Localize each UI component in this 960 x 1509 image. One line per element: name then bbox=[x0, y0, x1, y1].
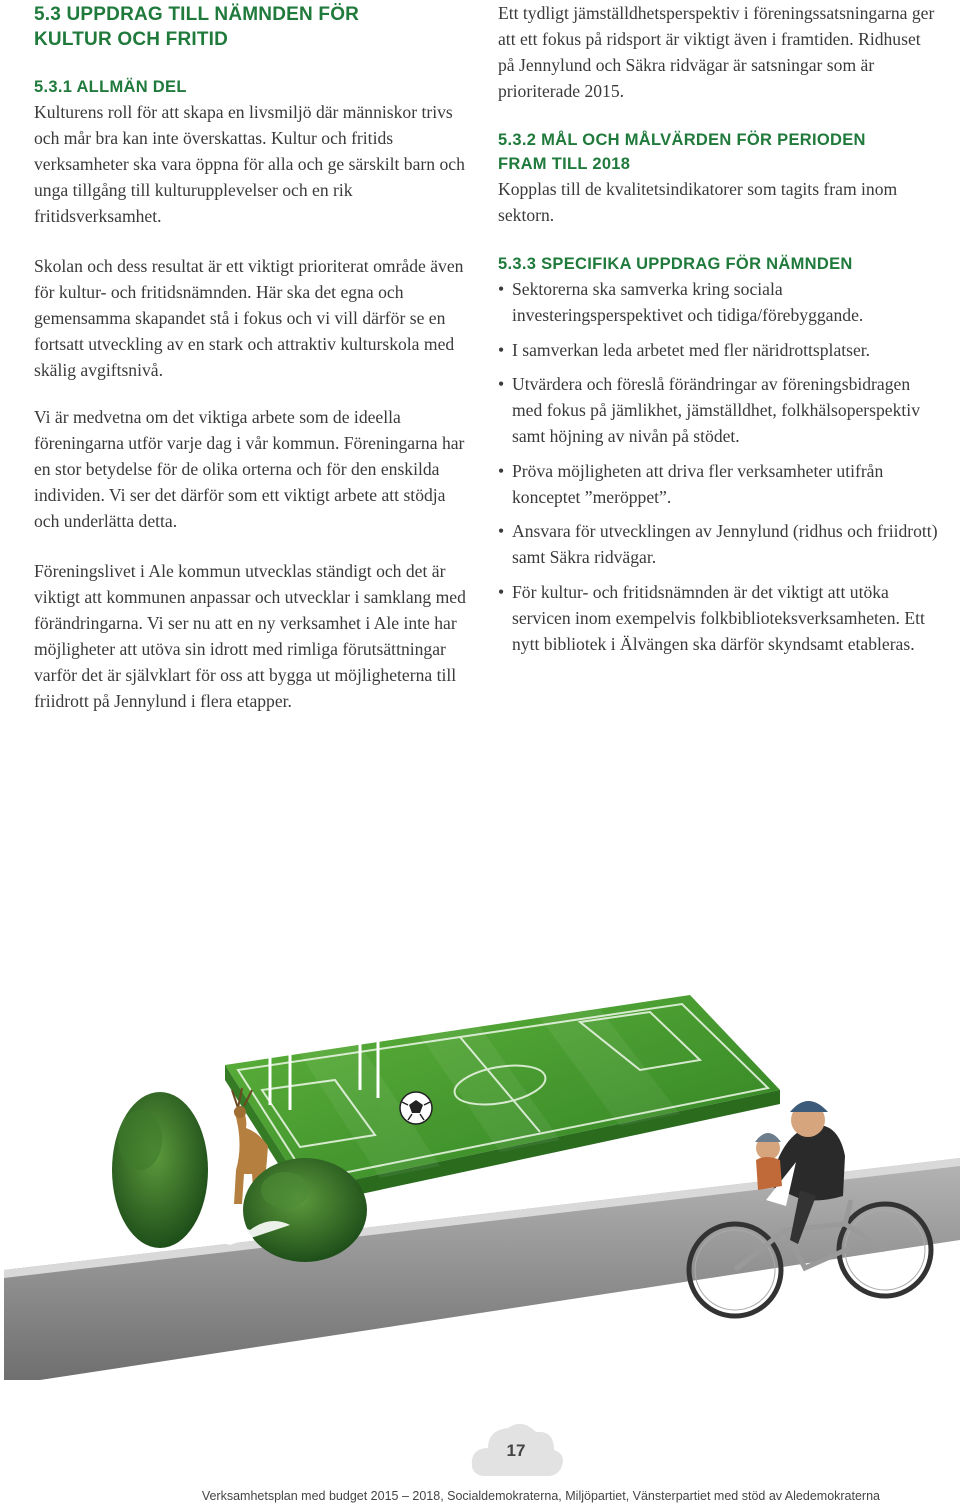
list-item-text: I samverkan leda arbetet med fler näridrottsplatser. bbox=[512, 339, 871, 360]
bullet-icon: • bbox=[498, 521, 505, 542]
paragraph-equality: Ett tydligt jämställdhetsperspektiv i föreningssatsningarna ger att ett fokus på ridsport är viktigt även i framtiden. Ridhuset på Jennylund och Säkra ridvägar är satsningar som är prioriterade 2015. bbox=[498, 3, 935, 101]
bush-right-icon bbox=[243, 1158, 367, 1262]
list-item bbox=[498, 276, 938, 328]
subsection-heading-allman-del: 5.3.1 ALLMÄN DEL bbox=[34, 78, 187, 96]
list-item-text: Sektorerna ska samverka kring sociala investeringsperspektivet och tidiga/förebyggande. bbox=[512, 279, 864, 325]
list-item-text: Ansvara för utvecklingen av Jennylund (ridhus och friidrott) samt Säkra ridvägar. bbox=[512, 521, 938, 568]
bullet-icon: • bbox=[498, 374, 505, 395]
list-item bbox=[498, 337, 938, 363]
task-list bbox=[498, 276, 938, 657]
list-item bbox=[498, 579, 938, 657]
list-item bbox=[498, 458, 938, 510]
paragraph-association-life: Föreningslivet i Ale kommun utvecklas ständigt och det är viktigt att kommunen anpassar och utvecklar i samklang med förändringarna. Vi ser nu att en ny verksamhet i Ale inte har möjligheter att utöva sin idrott med rimliga förutsättningar varför det är självklart för oss att bygga ut möjligheterna till friidrott på Jennylund i flera etapper. bbox=[34, 561, 466, 711]
goal-right-icon bbox=[630, 950, 714, 1000]
bush-left-icon bbox=[112, 1092, 208, 1248]
paragraph-associations: Vi är medvetna om det viktiga arbete som de ideella föreningarna utför varje dag i vår kommun. Föreningarna har en stor betydelse för de olika orterna och för den enskilda individen. Vi ser det därför som ett viktigt arbete att stödja och underlätta detta. bbox=[34, 407, 465, 531]
list-item bbox=[498, 371, 938, 449]
list-item-text: Utvärdera och föreslå förändringar av föreningsbidragen med fokus på jämlikhet, jämställdhet, folkhälsoperspektiv samt höjning av nivån på stödet. bbox=[512, 374, 920, 447]
bullet-icon: • bbox=[498, 339, 505, 360]
page-number: 17 bbox=[506, 1441, 526, 1460]
paragraph-culture-role: Kulturens roll för att skapa en livsmiljö där människor trivs och mår bra kan inte överskattas. Kultur och fritids verksamheter ska vara öppna för alla och ge särskilt barn och unga tillgång till kulturupplevelser och en rik fritidsverksamhet. bbox=[34, 102, 465, 226]
list-item-text: För kultur- och fritidsnämnden är det viktigt att utöka servicen inom exempelvis folkbiblioteksverksamheten. Ett nytt bibliotek i Älvängen ska därför skyndsamt etableras. bbox=[512, 581, 925, 654]
page-number-badge bbox=[468, 1418, 564, 1486]
bullet-icon: • bbox=[498, 581, 505, 602]
bullet-icon: • bbox=[498, 460, 505, 481]
bullet-icon: • bbox=[498, 279, 505, 299]
left-column bbox=[34, 0, 474, 714]
right-column bbox=[498, 0, 938, 666]
footer-text: Verksamhetsplan med budget 2015 – 2018, Socialdemokraterna, Miljöpartiet, Vänsterpartiet med stöd av Aledemokraterna bbox=[201, 1489, 880, 1503]
paragraph-school: Skolan och dess resultat är ett viktigt prioriterat område även för kultur- och fritidsnämnden. Här ska det egna och gemensamma skapandet stå i fokus och vi vill därför se en fortsatt utveckling av en stark och attraktiv kulturskola med skälig avgiftsnivå. bbox=[34, 256, 464, 380]
football-icon bbox=[400, 1092, 432, 1124]
paragraph-goals: Kopplas till de kvalitetsindikatorer som tagits fram inom sektorn. bbox=[498, 179, 898, 225]
list-item bbox=[498, 518, 938, 570]
section-heading: 5.3 UPPDRAG TILL NÄMNDEN FÖR KULTUR OCH FRITID bbox=[34, 4, 360, 50]
subsection-heading-goals: 5.3.2 MÅL OCH MÅLVÄRDEN FÖR PERIODEN FRAM TILL 2018 bbox=[498, 131, 866, 173]
illustration bbox=[0, 940, 960, 1380]
subsection-heading-tasks: 5.3.3 SPECIFIKA UPPDRAG FÖR NÄMNDEN bbox=[498, 255, 853, 273]
list-item-text: Pröva möjligheten att driva fler verksamheter utifrån konceptet ”meröppet”. bbox=[512, 460, 884, 507]
